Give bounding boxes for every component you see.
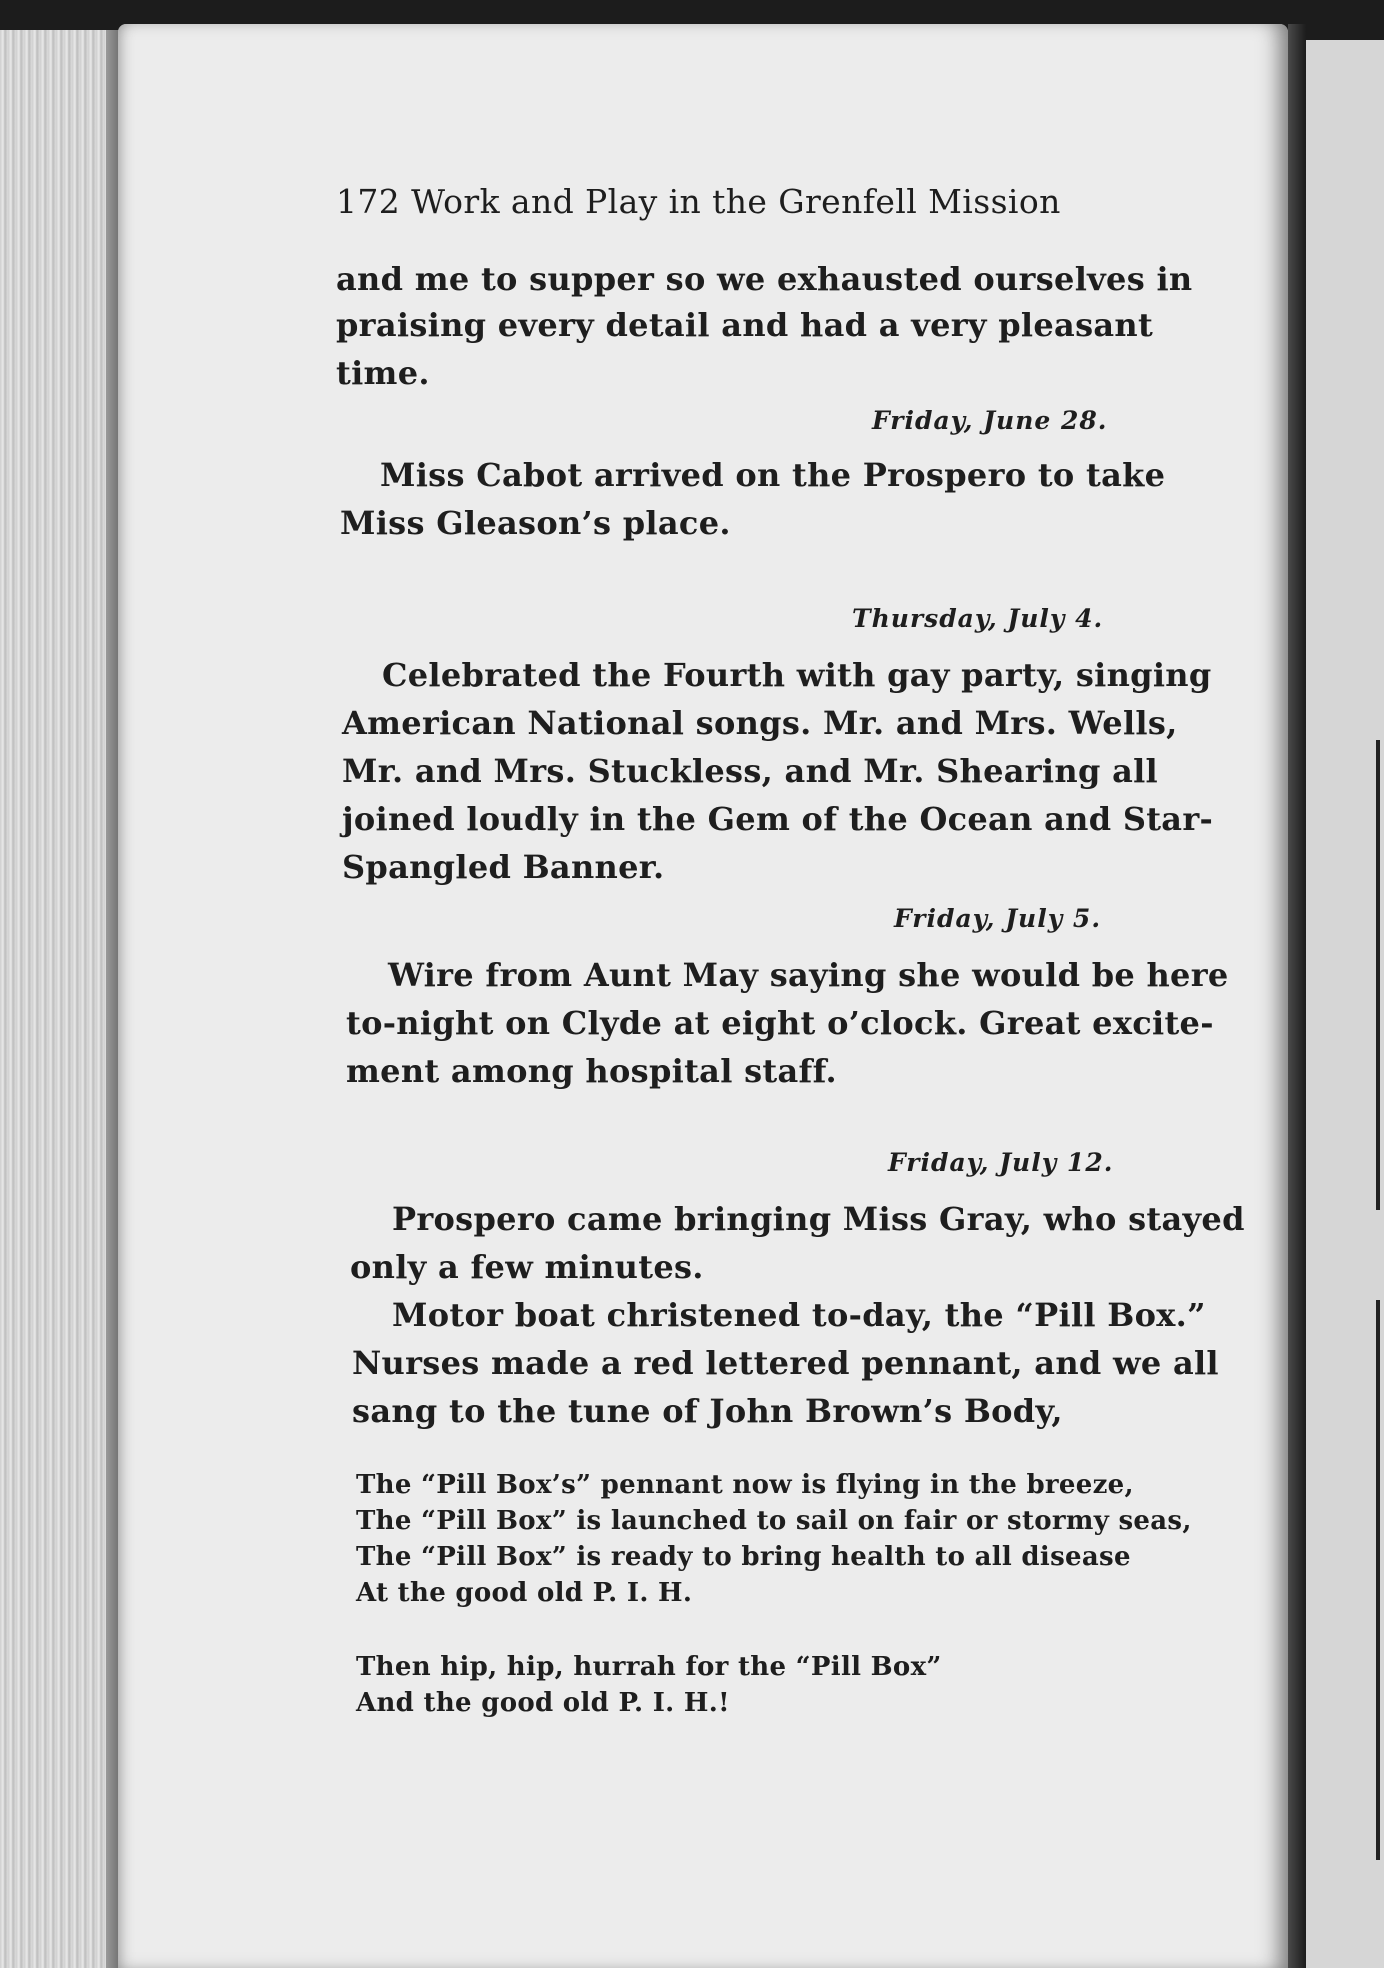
text-line: and me to supper so we exhausted ourselves in: [336, 260, 1193, 298]
text-line: joined loudly in the Gem of the Ocean and Star-: [342, 800, 1214, 838]
text-line: American National songs. Mr. and Mrs. Wells,: [342, 704, 1178, 742]
page-header: [336, 182, 1061, 221]
text-line: to-night on Clyde at eight o’clock. Great excite-: [346, 1004, 1214, 1042]
verse-line: Then hip, hip, hurrah for the “Pill Box”: [356, 1652, 942, 1682]
page-number: 172: [336, 182, 401, 221]
diary-date: Thursday, July 4.: [852, 604, 1104, 633]
text-line: Celebrated the Fourth with gay party, singing: [382, 656, 1212, 694]
running-title: Work and Play in the Grenfell Mission: [411, 182, 1061, 221]
facing-page-edge: [1306, 40, 1384, 1968]
facing-page-rule: [1376, 740, 1380, 1210]
text-line: only a few minutes.: [350, 1248, 704, 1286]
text-line: Miss Cabot arrived on the Prospero to take: [380, 456, 1166, 494]
verse-line: The “Pill Box” is launched to sail on fair or stormy seas,: [356, 1506, 1192, 1536]
diary-date: Friday, June 28.: [872, 406, 1108, 435]
diary-date: Friday, July 12.: [888, 1148, 1114, 1177]
text-line: ment among hospital staff.: [346, 1052, 837, 1090]
verse-line: At the good old P. I. H.: [356, 1578, 693, 1608]
verse-line: The “Pill Box” is ready to bring health to all disease: [356, 1542, 1131, 1572]
book-gutter: [1288, 24, 1306, 1968]
verse-line: And the good old P. I. H.!: [356, 1688, 730, 1718]
page-edges: [0, 30, 120, 1968]
text-line: Mr. and Mrs. Stuckless, and Mr. Shearing all: [342, 752, 1159, 790]
text-line: Nurses made a red lettered pennant, and we all: [352, 1344, 1219, 1382]
text-line: sang to the tune of John Brown’s Body,: [352, 1392, 1063, 1430]
facing-page-rule: [1376, 1300, 1380, 1860]
text-line: Wire from Aunt May saying she would be here: [388, 956, 1229, 994]
text-line: Miss Gleason’s place.: [340, 504, 731, 542]
text-line: time.: [336, 354, 430, 392]
text-line: praising every detail and had a very pleasant: [336, 306, 1154, 344]
text-line: Prospero came bringing Miss Gray, who stayed: [392, 1200, 1245, 1238]
diary-date: Friday, July 5.: [894, 904, 1102, 933]
text-line: Spangled Banner.: [342, 848, 665, 886]
verse-line: The “Pill Box’s” pennant now is flying in the breeze,: [356, 1470, 1134, 1500]
text-line: Motor boat christened to-day, the “Pill Box.”: [392, 1296, 1206, 1334]
